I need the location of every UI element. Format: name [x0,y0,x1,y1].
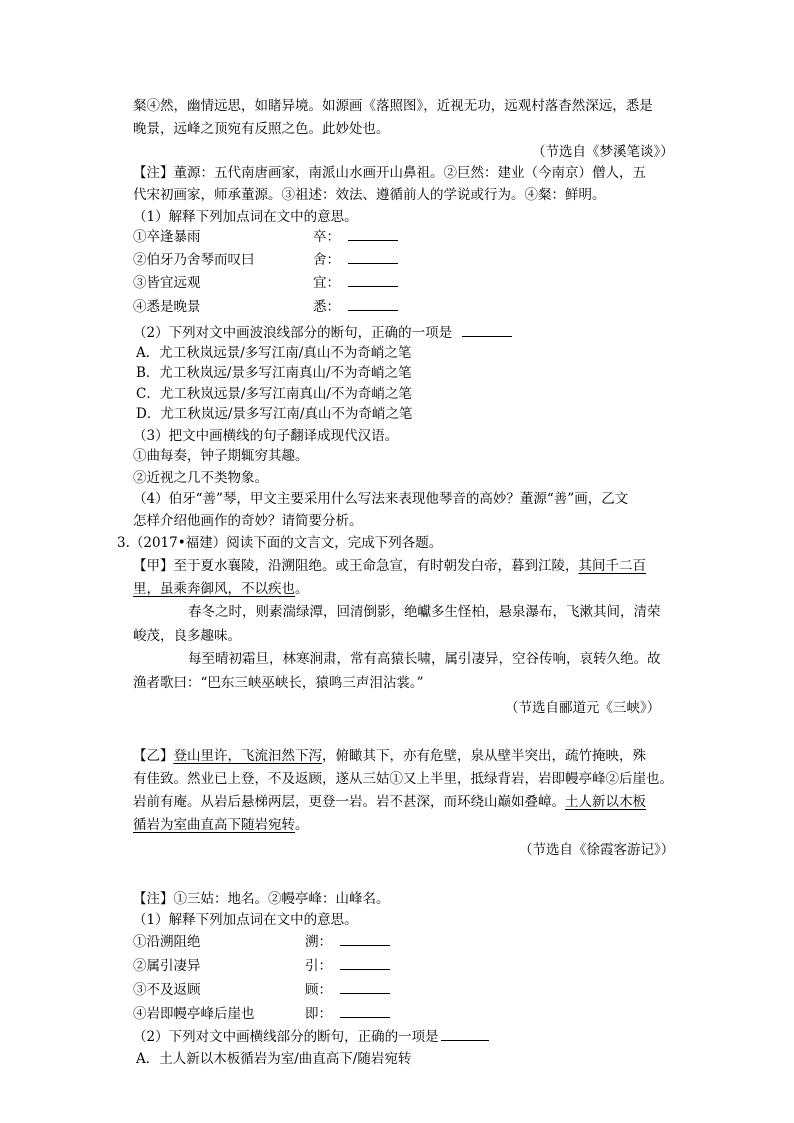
text-content: ②近视之几不类物象。 [133,470,268,486]
text-content: 春冬之时，则素湍绿潭，回清倒影，绝巘多生怪柏，悬泉瀑布，飞漱其间，清荣 [188,604,661,620]
text-content: （2）下列对文中画横线部分的断句，正确的一项是 [133,1029,439,1045]
text-line [133,97,653,115]
source-citation [532,143,674,161]
text-content: 岩前有庵。从岩后悬梯两层，更登一岩。岩不甚深，而环绕山巅如叠嶂。 [133,794,565,810]
vocab-word: 舍： [313,252,340,268]
vocab-word: 宜： [313,275,340,291]
vocab-item [133,981,201,999]
option-c [136,385,412,403]
underlined-text: 登山里许，飞流汩然下泻 [173,748,322,764]
text-content: 峻茂，良多趣味。 [133,628,241,644]
vocab-word: 溯： [305,934,332,950]
vocab-phrase: ①沿溯阻绝 [133,934,201,950]
answer-blank[interactable] [348,298,398,311]
vocab-word: 卒： [313,229,340,245]
text-content: 【注】董源：五代南唐画家，南派山水画开山鼻祖。②巨然：建业（今南京）僧人，五 [133,165,646,181]
text-content: 【注】①三姑：地名。②幔亭峰：山峰名。 [133,891,390,907]
text-content: （1）解释下列加点词在文中的意思。 [133,209,358,225]
answer-blank[interactable] [340,933,390,946]
question-heading [133,490,628,508]
text-content: 粲④然，幽情远思，如睹异境。如源画《落照图》，近视无功，远观村落杳然深远，悉是 [133,98,653,114]
answer-blank[interactable] [340,1005,390,1018]
vocab-answer [313,274,398,292]
text-content: 渔者歌曰：“巴东三峡巫峡长，猿鸣三声泪沾裳。” [133,675,424,691]
passage-line [133,747,646,765]
underlined-text: 循岩为室曲直高下随岩宛转 [133,817,295,833]
text-content: C．尤工秋岚远景/多写江南真山/不为奇峭之笔 [136,386,412,402]
passage-line [133,793,646,811]
vocab-phrase: ②属引凄异 [133,958,201,974]
question-heading [133,911,358,929]
underlined-text: 其间千二百 [578,558,646,574]
problem-heading [117,534,442,552]
text-content: B．尤工秋岚远/景多写江南真山/不为奇峭之笔 [136,365,412,381]
question-heading [133,427,398,445]
option-a [136,1050,411,1068]
vocab-answer [305,933,390,951]
answer-blank[interactable] [441,1028,489,1041]
text-content: 。 [295,581,309,597]
vocab-word: 顾： [305,982,332,998]
passage-line [188,603,661,621]
option-b [136,364,412,382]
text-content: ，俯瞰其下，亦有危壁，泉从壁半突出，疏竹掩映，殊 [322,748,646,764]
underlined-text: 土人新以木板 [565,794,646,810]
text-content: 代宋初画家，师承董源。③祖述：效法、遵循前人的学说或行为。④粲：鲜明。 [133,187,606,203]
note-line [133,186,606,204]
vocab-item [133,957,201,975]
answer-blank[interactable] [340,957,390,970]
passage-line [133,770,673,788]
vocab-item [133,251,255,269]
text-content: D．尤工秋岚远/景多写江南/真山不为奇峭之笔 [136,406,413,422]
source-citation [505,699,660,717]
answer-blank[interactable] [340,981,390,994]
question-heading [133,1028,489,1046]
vocab-answer [313,298,398,316]
vocab-item [133,933,201,951]
text-content: ①曲每奏，钟子期辄穷其趣。 [133,448,309,464]
vocab-phrase: ③皆宜远观 [133,275,201,291]
answer-blank[interactable] [348,251,398,264]
text-content: A．土人新以木板循岩为室/曲直高下/随岩宛转 [136,1051,412,1067]
option-d [136,405,412,423]
vocab-answer [305,1005,390,1023]
text-content: （节选自《徐霞客游记》） [519,842,675,858]
question-heading [133,208,358,226]
vocab-item [133,274,201,292]
passage-line [188,650,661,668]
text-content: （节选自郦道元《三峡》） [505,700,661,716]
text-line [133,447,309,465]
text-line [133,120,390,138]
vocab-word: 引： [305,958,332,974]
text-line [133,512,363,530]
source-citation [519,841,674,859]
text-content: （节选自《梦溪笔谈》） [532,144,674,160]
note-line [133,164,646,182]
question-heading [133,324,512,342]
vocab-answer [313,228,398,246]
vocab-word: 即： [305,1006,332,1022]
text-content: （4）伯牙“善”琴，甲文主要采用什么写法来表现他琴音的高妙？董源“善”画，乙文 [133,491,629,507]
vocab-phrase: ④悉是晚景 [133,299,201,315]
answer-blank[interactable] [348,274,398,287]
option-a [136,344,411,362]
underlined-text: 里，虽乘奔御风，不以疾也 [133,581,295,597]
answer-blank[interactable] [348,228,398,241]
text-content: 。 [295,817,309,833]
text-content: 怎样介绍他画作的奇妙？请简要分析。 [133,513,363,529]
text-content: （2）下列对文中画波浪线部分的断句，正确的一项是 [133,325,453,341]
text-content: 有佳致。然业已上登，不及返顾，遂从三姑①又上半里，抵绿背岩，岩即幔亭峰②后崖也。 [133,771,673,787]
text-content: 晚景，远峰之顶宛有反照之色。此妙处也。 [133,121,390,137]
text-content: 3.（2017•福建）阅读下面的文言文，完成下列各题。 [117,535,443,551]
passage-line [133,580,309,598]
vocab-phrase: ①卒逢暴雨 [133,229,201,245]
vocab-item [133,228,201,246]
vocab-phrase: ③不及返顾 [133,982,201,998]
vocab-phrase: ④岩即幔亭峰后崖也 [133,1006,255,1022]
note-line [133,890,390,908]
text-content: 【乙】 [133,748,174,764]
passage-line [133,816,309,834]
vocab-answer [313,251,398,269]
passage-line [133,674,424,692]
vocab-answer [305,981,390,999]
vocab-phrase: ②伯牙乃舍琴而叹曰 [133,252,255,268]
text-line [133,469,268,487]
vocab-word: 悉： [313,299,340,315]
passage-line [133,627,241,645]
passage-line [133,557,646,575]
text-content: （1）解释下列加点词在文中的意思。 [133,912,358,928]
text-content: 【甲】至于夏水襄陵，沿溯阻绝。或王命急宣，有时朝发白帝，暮到江陵， [133,558,579,574]
vocab-item [133,1005,255,1023]
vocab-item [133,298,201,316]
vocab-answer [305,957,390,975]
text-content: （3）把文中画横线的句子翻译成现代汉语。 [133,428,399,444]
text-content: 每至晴初霜旦，林寒涧肃，常有高猿长啸，属引凄异，空谷传响，哀转久绝。故 [188,651,661,667]
answer-blank[interactable] [462,324,512,337]
text-content: A．尤工秋岚远景/多写江南/真山不为奇峭之笔 [136,345,412,361]
